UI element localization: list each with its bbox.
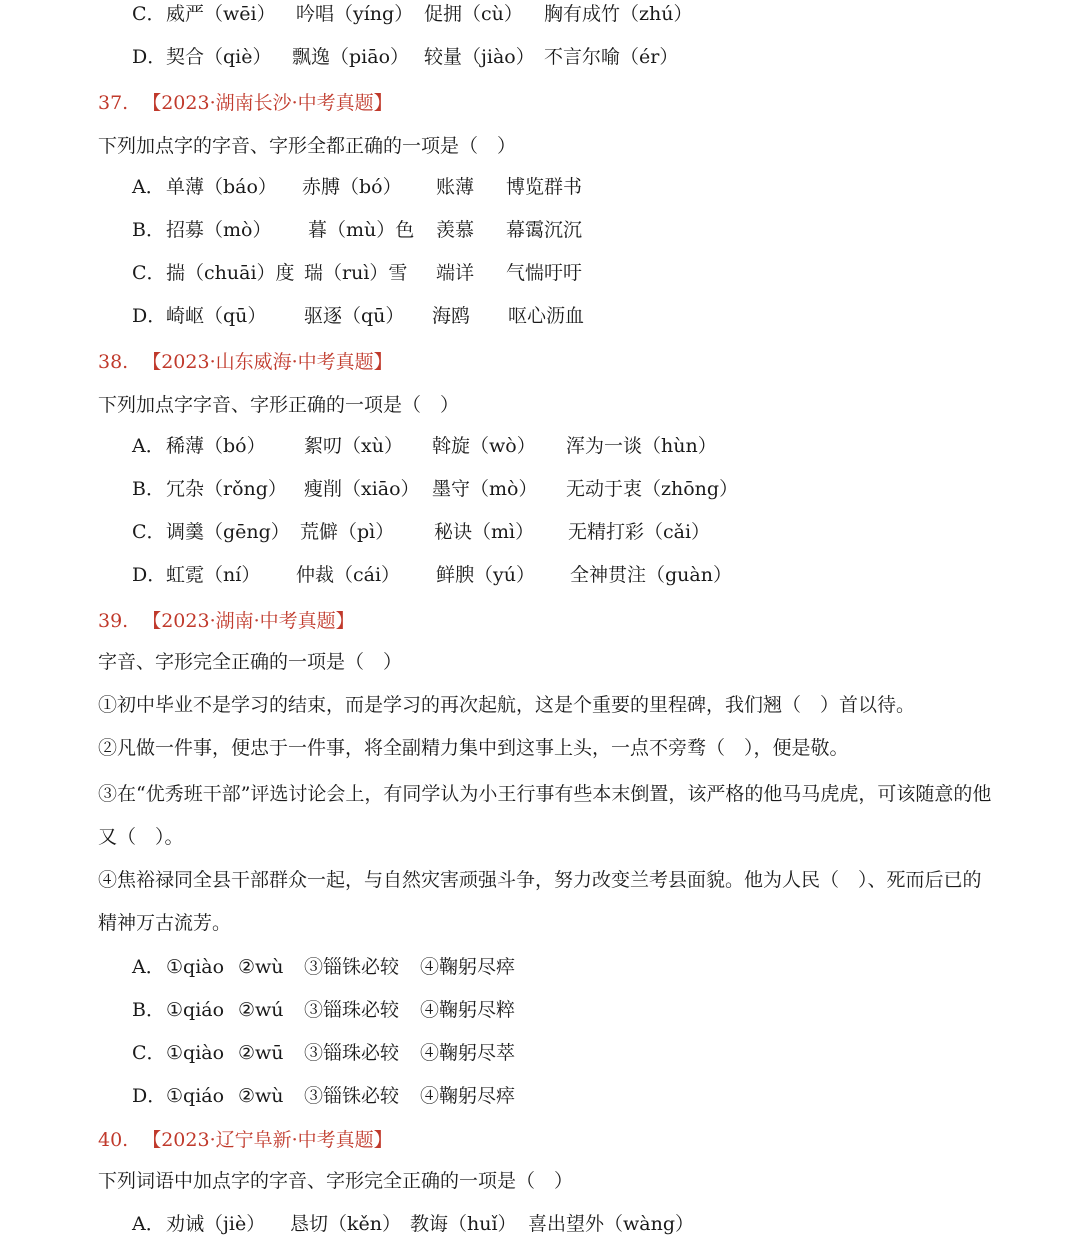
option-item: ①qiáo bbox=[166, 999, 225, 1021]
option-item: 博览群书 bbox=[506, 176, 583, 198]
option-item: 鲜腴（yú） bbox=[436, 564, 535, 586]
option-item: 虹霓（ní） bbox=[166, 564, 261, 586]
option-item: 吟唱（yíng） bbox=[296, 3, 414, 25]
question-paragraph: 精神万古流芳。 bbox=[98, 912, 232, 934]
question-number: 40. bbox=[98, 1129, 129, 1151]
option-item: 劝诫（jiè） bbox=[166, 1213, 266, 1235]
question-source-tag: 【2023·湖南长沙·中考真题】 bbox=[142, 92, 393, 114]
option-item: 不言尔喻（ér） bbox=[544, 46, 679, 68]
question-paragraph: ②凡做一件事，便忠于一件事，将全副精力集中到这事上头，一点不旁骛（ ），便是敬。 bbox=[98, 737, 849, 759]
option-item: ①qiào bbox=[166, 1042, 225, 1064]
option-label: C． bbox=[132, 521, 166, 543]
option-item: 单薄（báo） bbox=[166, 176, 277, 198]
question-stem: 字音、字形完全正确的一项是（ ） bbox=[98, 651, 403, 673]
option-item: ③锱铢必较 bbox=[304, 1085, 400, 1107]
question-stem: 下列加点字的字音、字形全都正确的一项是（ ） bbox=[98, 135, 517, 157]
option-item: 暮（mù）色 bbox=[308, 219, 415, 241]
option-label: B． bbox=[132, 999, 165, 1021]
option-label: B． bbox=[132, 478, 165, 500]
option-label: D． bbox=[132, 305, 167, 327]
question-source-tag: 【2023·辽宁阜新·中考真题】 bbox=[142, 1129, 393, 1151]
option-item: ①qiào bbox=[166, 956, 225, 978]
option-label: C． bbox=[132, 1042, 166, 1064]
option-item: ②wú bbox=[238, 999, 284, 1021]
option-item: ③锱铢必较 bbox=[304, 956, 400, 978]
question-number: 39. bbox=[98, 610, 129, 632]
option-label: A． bbox=[132, 176, 165, 198]
option-item: 墨守（mò） bbox=[432, 478, 538, 500]
option-item: 较量（jiào） bbox=[424, 46, 535, 68]
option-item: ④鞠躬尽瘁 bbox=[420, 956, 516, 978]
option-item: 喜出望外（wàng） bbox=[528, 1213, 694, 1235]
option-item: 海鸥 bbox=[432, 305, 471, 327]
option-item: 招募（mò） bbox=[166, 219, 272, 241]
option-item: 契合（qiè） bbox=[166, 46, 272, 68]
option-label: C． bbox=[132, 3, 166, 25]
option-label: D． bbox=[132, 564, 167, 586]
option-item: 恳切（kěn） bbox=[290, 1213, 401, 1235]
option-item: 端详 bbox=[436, 262, 475, 284]
option-item: 飘逸（piāo） bbox=[292, 46, 410, 68]
option-item: 呕心沥血 bbox=[508, 305, 585, 327]
option-item: 秘诀（mì） bbox=[434, 521, 535, 543]
option-label: B． bbox=[132, 219, 165, 241]
option-item: ③锱珠必较 bbox=[304, 1042, 400, 1064]
option-label: C． bbox=[132, 262, 166, 284]
option-item: 荒僻（pì） bbox=[300, 521, 395, 543]
option-item: 无动于衷（zhōng） bbox=[566, 478, 739, 500]
question-number: 38. bbox=[98, 351, 129, 373]
question-number: 37. bbox=[98, 92, 129, 114]
option-item: ④鞠躬尽粹 bbox=[420, 999, 516, 1021]
option-item: 仲裁（cái） bbox=[296, 564, 401, 586]
question-source-tag: 【2023·山东威海·中考真题】 bbox=[142, 351, 393, 373]
option-item: 浑为一谈（hùn） bbox=[566, 435, 717, 457]
option-label: A． bbox=[132, 435, 165, 457]
option-item: 全神贯注（guàn） bbox=[570, 564, 732, 586]
option-item: 促拥（cù） bbox=[424, 3, 523, 25]
option-item: 胸有成竹（zhú） bbox=[544, 3, 693, 25]
question-heading bbox=[98, 608, 355, 634]
question-heading bbox=[98, 90, 393, 116]
question-heading bbox=[98, 1127, 393, 1153]
option-item: 威严（wēi） bbox=[166, 3, 276, 25]
option-item: 教诲（huǐ） bbox=[410, 1213, 517, 1235]
option-item: 冗杂（rǒng） bbox=[166, 478, 287, 500]
option-item: 羡慕 bbox=[436, 219, 475, 241]
option-item: ④鞠躬尽瘁 bbox=[420, 1085, 516, 1107]
option-item: 调羹（gēng） bbox=[166, 521, 290, 543]
option-item: 崎岖（qū） bbox=[166, 305, 267, 327]
option-item: ②wū bbox=[238, 1042, 284, 1064]
option-item: 揣（chuāi）度 bbox=[166, 262, 295, 284]
question-paragraph: 又（ ）。 bbox=[98, 826, 184, 848]
option-label: D． bbox=[132, 1085, 167, 1107]
option-item: 账薄 bbox=[436, 176, 475, 198]
option-item: 瘦削（xiāo） bbox=[304, 478, 420, 500]
option-item: ③锱珠必较 bbox=[304, 999, 400, 1021]
option-item: 无精打彩（cǎi） bbox=[568, 521, 711, 543]
question-heading bbox=[98, 349, 393, 375]
option-label: A． bbox=[132, 956, 165, 978]
option-item: 驱逐（qū） bbox=[304, 305, 405, 327]
option-item: 稀薄（bó） bbox=[166, 435, 266, 457]
option-item: 赤膊（bó） bbox=[302, 176, 402, 198]
option-item: ①qiáo bbox=[166, 1085, 225, 1107]
question-paragraph: ①初中毕业不是学习的结束，而是学习的再次起航，这是个重要的里程碑，我们翘（ ）首以待。 bbox=[98, 694, 916, 716]
option-label: A． bbox=[132, 1213, 165, 1235]
option-item: ④鞠躬尽萃 bbox=[420, 1042, 516, 1064]
option-item: 气惴吁吁 bbox=[506, 262, 583, 284]
question-paragraph: ③在“优秀班干部”评选讨论会上，有同学认为小王行事有些本末倒置，该严格的他马马虎虎，可该随意的他 bbox=[98, 783, 992, 805]
option-item: ②wù bbox=[238, 1085, 284, 1107]
option-item: 幕霭沉沉 bbox=[506, 219, 583, 241]
question-source-tag: 【2023·湖南·中考真题】 bbox=[142, 610, 355, 632]
question-paragraph: ④焦裕禄同全县干部群众一起，与自然灾害顽强斗争，努力改变兰考县面貌。他为人民（ ）、死而后已的 bbox=[98, 869, 982, 891]
question-stem: 下列加点字字音、字形正确的一项是（ ） bbox=[98, 394, 460, 416]
option-item: 斡旋（wò） bbox=[432, 435, 536, 457]
option-label: D． bbox=[132, 46, 167, 68]
option-item: 絮叨（xù） bbox=[304, 435, 403, 457]
question-stem: 下列词语中加点字的字音、字形完全正确的一项是（ ） bbox=[98, 1170, 574, 1192]
option-item: ②wù bbox=[238, 956, 284, 978]
option-item: 瑞（ruì）雪 bbox=[304, 262, 408, 284]
